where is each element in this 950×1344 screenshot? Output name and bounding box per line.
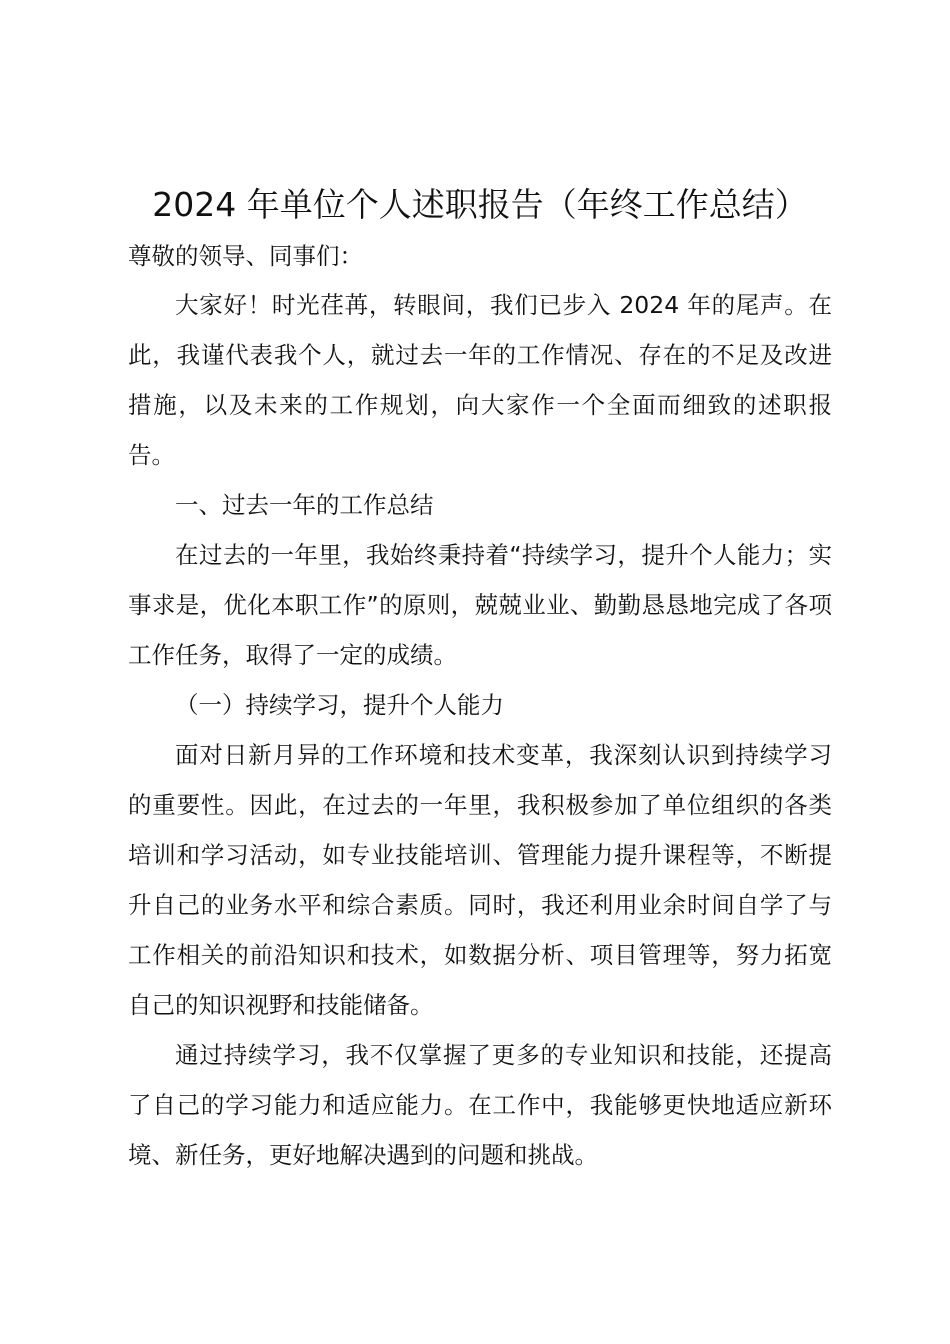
intro-paragraph: 大家好！时光荏苒，转眼间，我们已步入 2024 年的尾声。在此，我谨代表我个人，就过去一年的工作情况、存在的不足及改进措施，以及未来的工作规划，向大家作一个全面而细致的述职报告。: [128, 291, 832, 469]
section-paragraph: 在过去的一年里，我始终秉持着“持续学习，提升个人能力；实事求是，优化本职工作”的原则，兢兢业业、勤勤恳恳地完成了各项工作任务，取得了一定的成绩。: [128, 541, 832, 669]
subsection-paragraph-2: 通过持续学习，我不仅掌握了更多的专业知识和技能，还提高了自己的学习能力和适应能力。在工作中，我能够更快地适应新环境、新任务，更好地解决遇到的问题和挑战。: [128, 1041, 832, 1169]
subsection-paragraph-1: 面对日新月异的工作环境和技术变革，我深刻认识到持续学习的重要性。因此，在过去的一年里，我积极参加了单位组织的各类培训和学习活动，如专业技能培训、管理能力提升课程等，不断提升自己的业务水平和综合素质。同时，我还利用业余时间自学了与工作相关的前沿知识和技术，如数据分析、项目管理等，努力拓宽自己的知识视野和技能储备。: [128, 741, 832, 1019]
subsection-heading: （一）持续学习，提升个人能力: [175, 691, 504, 719]
document-title: 2024 年单位个人述职报告（年终工作总结）: [152, 185, 808, 224]
section-heading: 一、过去一年的工作总结: [175, 491, 434, 519]
salutation: 尊敬的领导、同事们：: [128, 242, 363, 270]
